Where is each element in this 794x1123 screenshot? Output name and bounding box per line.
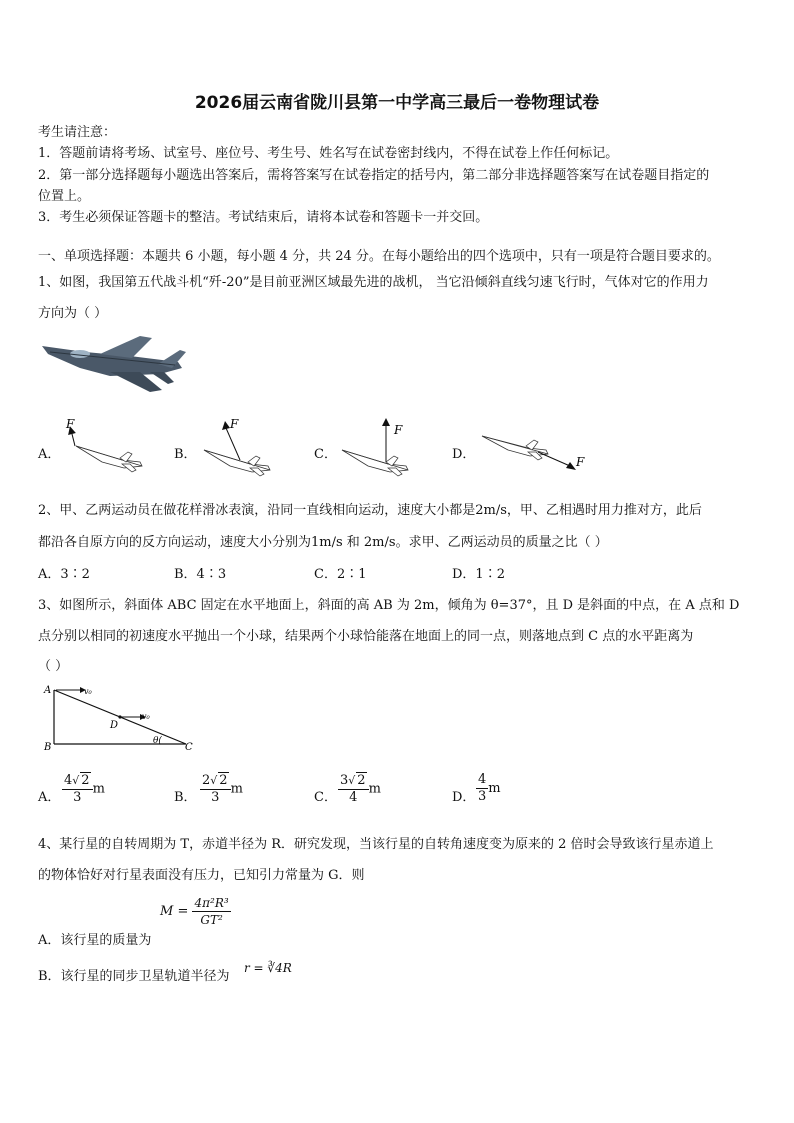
force-label: F [394,423,403,437]
question-3-text: 点分别以相同的初速度水平抛出一个小球，结果两个小球恰能落在地面上的同一点，则落地点到 C 点的水平距离为 [38,629,694,644]
q4-option-b-formula: r = ∛4R [244,961,292,975]
notice-item: 位置上。 [38,189,91,204]
q1-option-d-label: D． [452,447,476,462]
q1-option-d-figure [478,428,588,476]
incline-diagram [40,684,200,754]
point-d-label: D [110,720,119,731]
q2-option-a: A．3∶2 [38,567,90,582]
q2-option-d: D．1∶2 [452,567,505,582]
q3-option-c-value: $\frac{3√ 2}{4}$ m [340,773,381,805]
question-2-text: 都沿各自原方向的反方向运动，速度大小分别为1m/s 和 2m/s。求甲、乙两运动员的质量之比（ ） [38,535,608,550]
q3-option-b-value: $\frac{2√ 2}{3}$ m [202,773,243,805]
notice-item: 1．答题前请将考场、试室号、座位号、考生号、姓名写在试卷密封线内，不得在试卷上作任何标记。 [38,146,619,161]
page-title: 2026届云南省陇川县第一中学高三最后一卷物理试卷 [194,93,600,113]
question-3-text: （ ） [38,659,69,674]
q3-option-d-value: $\frac{4}{3}$ m [478,772,501,804]
q4-option-a-formula: M = $\frac{\text{4π²R³}}{\text{GT²}}$ [160,896,229,927]
velocity-label: v₀ [142,712,150,721]
q3-option-b-label: B． [174,790,197,805]
q1-option-c-figure [338,416,430,478]
theta-label: θ( [153,736,162,746]
force-label: F [230,417,239,431]
question-4-text: 4、某行星的自转周期为 T，赤道半径为 R．研究发现，当该行星的自转角速度变为原来的 2 倍时会导致该行星赤道上 [38,837,714,852]
question-1-text: 1、如图，我国第五代战斗机“歼-20”是目前亚洲区域最先进的战机， 当它沿倾斜直线匀速飞行时，气体对它的作用力 [38,275,709,290]
point-b-label: B [44,742,52,753]
section-heading: 一、单项选择题：本题共 6 小题，每小题 4 分，共 24 分。在每小题给出的四个选项中，只有一项是符合题目要求的。 [38,249,720,264]
point-c-label: C [185,742,193,753]
q3-option-a-label: A． [38,790,61,805]
question-3-text: 3、如图所示，斜面体 ABC 固定在水平地面上，斜面的高 AB 为 2m，倾角为 θ=37°，且 D 是斜面的中点，在 A 点和 D [38,598,740,613]
q1-option-b-figure [200,416,288,478]
question-1-text: 方向为（ ） [38,306,108,321]
q4-option-a-text: A．该行星的质量为 [38,933,152,948]
question-2-text: 2、甲、乙两运动员在做花样滑冰表演，沿同一直线相向运动，速度大小都是2m/s，甲、乙相遇时用力推对方，此后 [38,503,702,518]
q2-option-b: B．4∶3 [174,567,227,582]
notice-item: 3．考生必须保证答题卡的整洁。考试结束后，请将本试卷和答题卡一并交回。 [38,210,489,225]
velocity-label: v₀ [84,687,92,696]
question-4-text: 的物体恰好对行星表面没有压力，已知引力常量为 G．则 [38,868,365,883]
q1-option-b-label: B． [174,447,197,462]
q1-option-c-label: C． [314,447,337,462]
q4-option-b-text: B．该行星的同步卫星轨道半径为 [38,969,230,984]
point-a-label: A [44,685,52,696]
force-label: F [66,418,75,431]
q1-option-a-label: A． [38,447,61,462]
q3-option-d-label: D． [452,790,476,805]
fighter-jet-image [40,332,190,397]
q3-option-c-label: C． [314,790,337,805]
q3-option-a-value: $\frac{4√ 2}{3}$ m [64,773,105,805]
q2-option-c: C．2∶1 [314,567,367,582]
force-label: F [576,455,585,469]
notice-item: 2．第一部分选择题每小题选出答案后，需将答案写在试卷指定的括号内，第二部分非选择题答案写在试卷题目指定的 [38,168,710,183]
notice-heading: 考生请注意： [38,125,117,140]
q1-option-a-figure [62,418,152,476]
